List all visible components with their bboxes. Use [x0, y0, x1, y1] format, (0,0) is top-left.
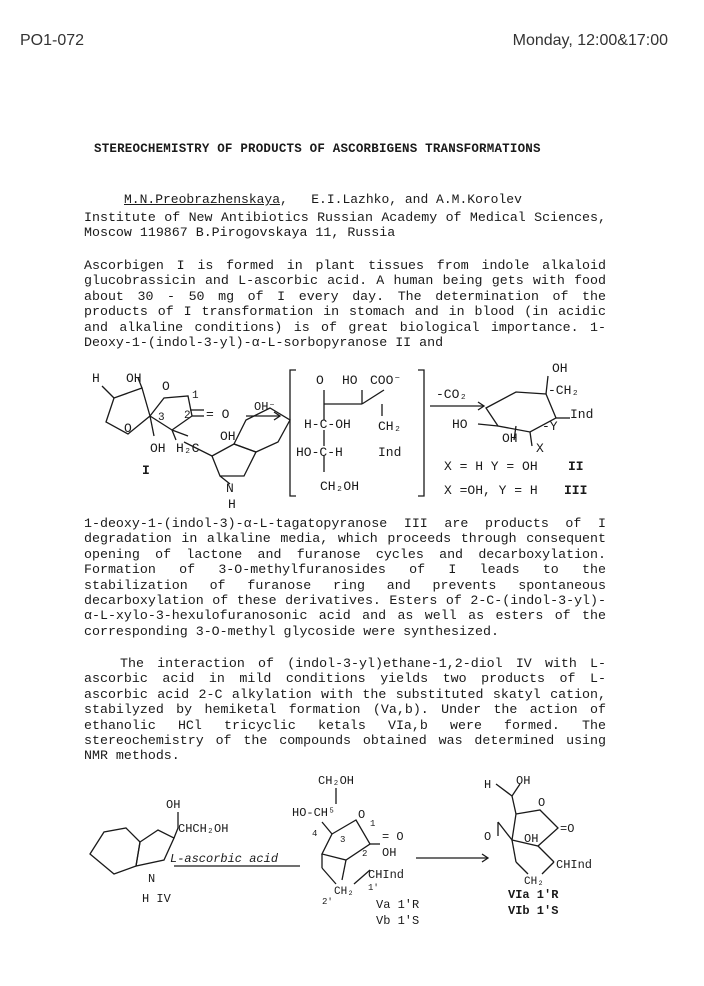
vi-chind: CHInd	[556, 858, 593, 872]
open-chain-ch2: CH₂	[378, 419, 402, 434]
carbonyl-label: = O	[206, 407, 230, 422]
pyranose-x: X	[536, 441, 544, 456]
author-list	[124, 192, 522, 207]
vi-ohr: OH	[524, 832, 539, 846]
presenting-author: M.N.Preobrazhenskaya	[124, 192, 281, 207]
legend-II-text: X = H Y = OH	[444, 459, 538, 474]
legend-III-text: X =OH, Y = H	[444, 483, 538, 498]
paragraph-1: Ascorbigen I is formed in plant tissues from indole alkaloid glucobrassicin and L-ascorbic acid. A human being gets with food about 30 - 50 mg of I every day. The determination of the products of I transformation in stomach and in blood (in acidic and alkaline conditions) is of great biological importance. 1-Deoxy-1-(indol-3-yl)-α-L-sorbopyranose II and	[84, 258, 606, 351]
furan-o-label: O	[124, 421, 132, 436]
vi-o1: O	[538, 796, 546, 810]
v-eq-o: = O	[382, 830, 404, 844]
v-num1: 1	[370, 819, 376, 829]
h2c-label: H₂C	[176, 441, 200, 456]
paragraph-3: The interaction of (indol-3-yl)ethane-1,2-diol IV with L-ascorbic acid in mild conditions yields two products of L-ascorbic acid 2-C alkylation with the substituted skatyl cation, stabilyzed by hemiketal formation (Va,b). Under the action of ethanolic HCl tricyclic ketals VIa,b were formed. The stereochemistry of the compounds obtained was determined using NMR methods.	[84, 656, 606, 764]
v-num3: 3	[340, 835, 346, 845]
compound-VIb-label: VIb 1'S	[508, 904, 559, 918]
session-time: Monday, 12:00&17:00	[512, 32, 668, 49]
open-chain-hcoh: H-C-OH	[304, 417, 351, 432]
legend-II-label: II	[568, 459, 584, 474]
pyranose-ind: Ind	[570, 407, 594, 422]
indole-h-label: H	[228, 497, 236, 512]
oh-top-label: OH	[126, 371, 142, 386]
iv-chain-label: CHCH₂OH	[178, 822, 229, 836]
h-label: H	[92, 371, 100, 386]
open-chain-hoch: HO-C-H	[296, 445, 343, 460]
compound-IV-label: H IV	[142, 892, 171, 906]
c1-number: 1	[192, 390, 199, 402]
pyranose-oh-bottom: OH	[502, 431, 518, 446]
v-oh: OH	[382, 846, 397, 860]
compound-I-structure	[92, 371, 290, 512]
compound-VI-structure	[484, 774, 592, 918]
open-chain-ind: Ind	[378, 445, 402, 460]
v-num2: 2	[362, 849, 368, 859]
vi-eq-o: =O	[560, 822, 575, 836]
paper-title: STEREOCHEMISTRY OF PRODUCTS OF ASCORBIGENS TRANSFORMATIONS	[94, 142, 541, 156]
scheme-2-alkylation	[84, 770, 624, 930]
co-authors: , E.I.Lazhko, and A.M.Korolev	[280, 192, 522, 207]
iv-n-label: N	[148, 872, 156, 886]
reaction-arrow	[416, 854, 488, 862]
vi-o2: O	[484, 830, 492, 844]
paragraph-2: 1-deoxy-1-(indol-3)-α-L-tagatopyranose III are products of I degradation in alkaline media, which proceeds through consequent opening of lactone and furanose cycles and decarboxylation. Formation of 3-O-methylfuranosides of I leads to the stabilization of furanose ring and prevents spontaneous decarboxylation of these derivatives. Esters of 2-C-(indol-3-yl)-α-L-xylo-3-hexulofuranosonic acid and as well as esters of the corresponding 3-O-methyl glycoside were synthesized.	[84, 516, 606, 639]
compound-V-structure	[292, 774, 419, 928]
scheme-1-alkaline-degradation	[84, 360, 624, 512]
pyranose-structure	[452, 361, 593, 456]
compound-VIa-label: VIa 1'R	[508, 888, 559, 902]
affiliation: Institute of New Antibiotics Russian Academy of Medical Sciences, Moscow 119867 B.Pirogovskaya 11, Russia	[84, 210, 606, 241]
open-chain-o: O	[316, 373, 324, 388]
open-chain-ho: HO	[342, 373, 358, 388]
vi-oh: OH	[516, 774, 531, 788]
compound-Va-label: Va 1'R	[376, 898, 420, 912]
abstract-code: PO1-072	[20, 32, 85, 49]
vi-ch2: CH₂	[524, 876, 544, 888]
oh-bottom-label: OH	[150, 441, 166, 456]
pyranose-y: -Y	[542, 419, 558, 434]
arrow-co2-label: -CO₂	[436, 387, 468, 402]
v-ch2: CH₂	[334, 886, 354, 898]
pyranose-ho: HO	[452, 417, 468, 432]
v-ch2oh: CH₂OH	[318, 774, 355, 788]
compound-I-label: I	[142, 463, 150, 478]
v-o-label: O	[358, 808, 366, 822]
reagent-label: L-ascorbic acid	[170, 852, 279, 866]
isomer-legend	[444, 459, 587, 498]
legend-III-label: III	[564, 483, 588, 498]
iv-oh-label: OH	[166, 798, 181, 812]
oh-right-label: OH	[220, 429, 236, 444]
pyranose-ch2: -CH₂	[548, 383, 580, 398]
v-hoch: HO-CH⁵	[292, 806, 336, 820]
v-num2p: 2'	[322, 897, 333, 907]
v-num1p: 1'	[368, 883, 379, 893]
arrow-oh-label: OH⁻	[254, 400, 276, 414]
indole-n-label: N	[226, 481, 234, 496]
v-chind: CHInd	[368, 868, 405, 882]
c3-number: 3	[158, 412, 165, 424]
ring-o-label: O	[162, 379, 170, 394]
vi-h: H	[484, 778, 492, 792]
compound-Vb-label: Vb 1'S	[376, 914, 420, 928]
open-chain-coo: COO⁻	[370, 373, 402, 388]
arrow-decarboxylation	[430, 387, 484, 410]
v-num4: 4	[312, 829, 318, 839]
open-chain-ch2oh: CH₂OH	[320, 479, 360, 494]
pyranose-oh-top: OH	[552, 361, 568, 376]
reagent-arrow	[170, 852, 300, 866]
c2-number: 2	[184, 410, 191, 422]
open-chain-intermediate	[290, 370, 424, 496]
